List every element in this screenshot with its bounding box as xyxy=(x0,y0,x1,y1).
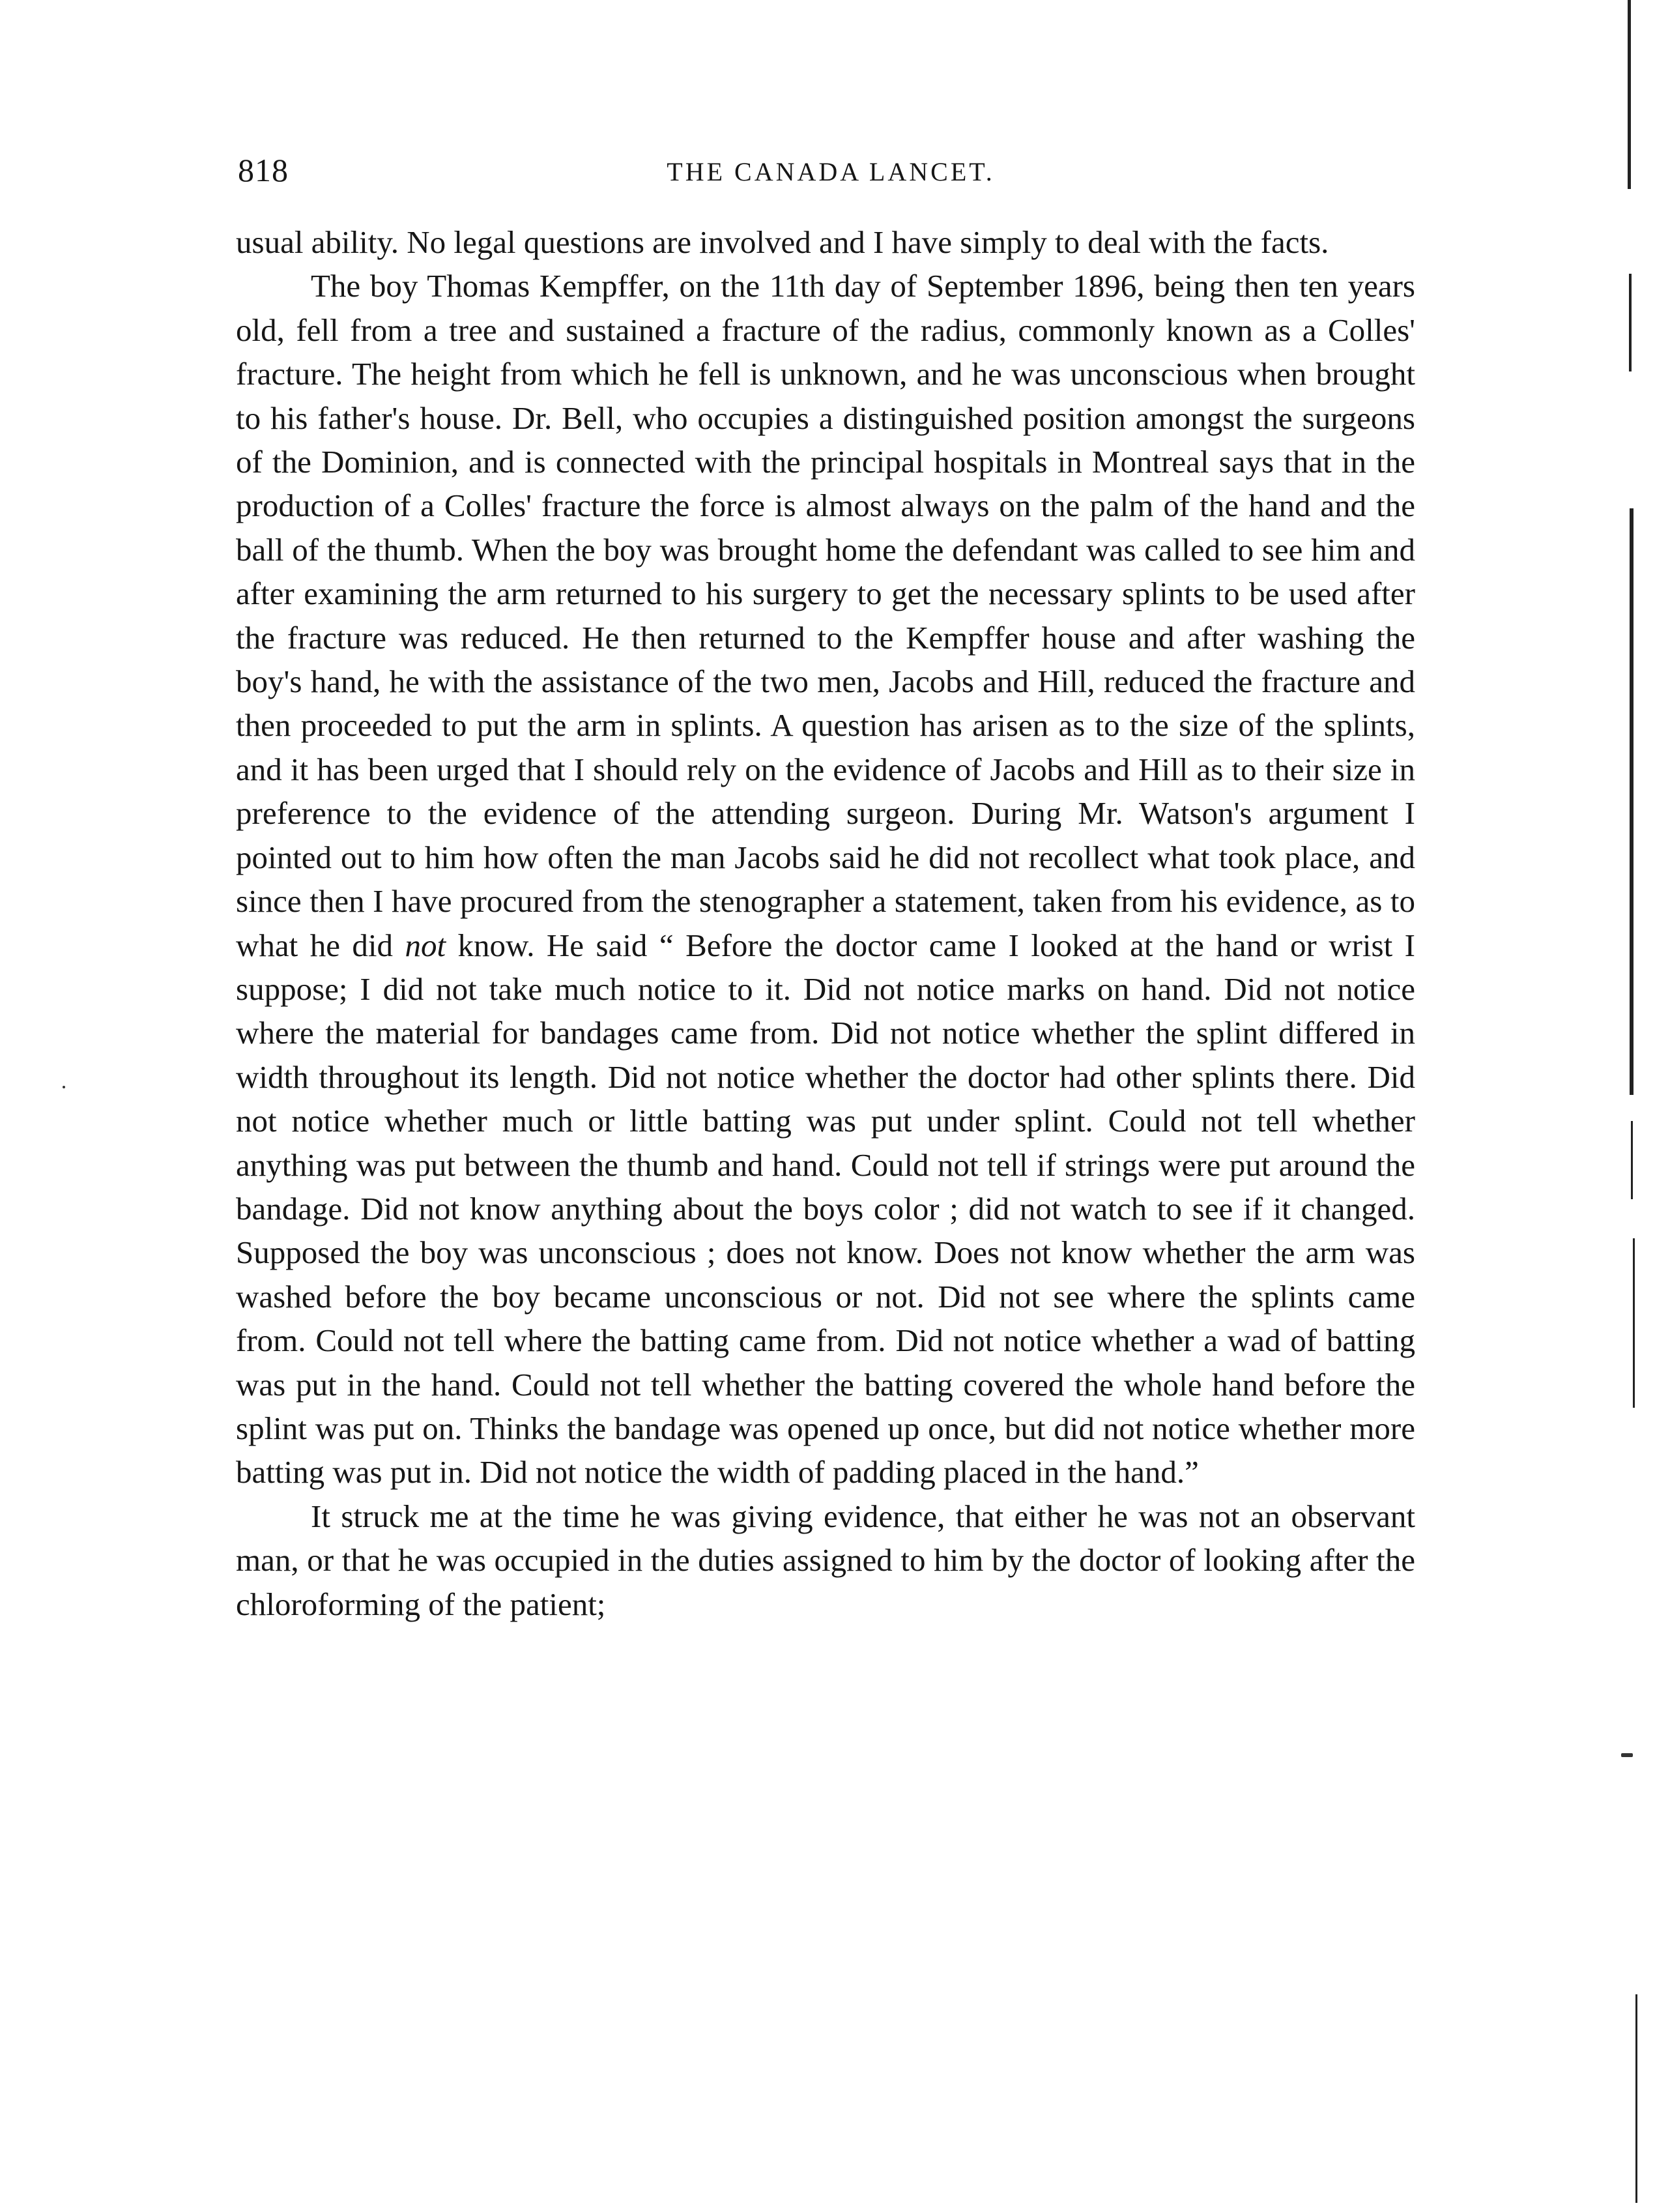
paragraph-text: The boy Thomas Kempffer, on the 11th day of September 1896, being then ten years old, fell from a tree and sustained a fracture of the radius, commonly known as a Colles' fracture. The height from which he fell is unknown, and he was unconscious when brought to his father's house. Dr. Bell, who occupies a distinguished position amongst the surgeons of the Dominion, and is connected with the principal hospitals in Montreal says that in the production of a Colles' fracture the force is almost always on the palm of the hand and the ball of the thumb. When the boy was brought home the defendant was called to see him and after examining the arm returned to his surgery to get the necessary splints to be used after the fracture was reduced. He then returned to the Kempffer house and after washing the boy's hand, he with the assistance of the two men, Jacobs and Hill, reduced the fracture and then proceeded to put the arm in splints. A question has arisen as to the size of the splints, and it has been urged that I should rely on the evidence of Jacobs and Hill as to their size in preference to the evidence of the attending surgeon. During Mr. Watson's argument I pointed out to him how often the man Jacobs said he did not recollect what took place, and since then I have procured from the stenographer a statement, taken from his evidence, as to what he did xyxy=(236,268,1415,963)
paragraph-text: usual ability. No legal questions are involved and I have simply to deal with the facts. xyxy=(236,224,1329,260)
scan-edge-line xyxy=(1630,508,1633,1095)
italic-emphasis: not xyxy=(405,927,446,963)
paragraph-text: know. He said “ Before the doctor came I looked at the hand or wrist I suppose; I did not take much notice to it. Did not notice marks on hand. Did not notice where the material for bandages came from. Did not notice whether the splint differed in width throughout its length. Did not notice whether the doctor had other splints there. Did not notice whether much or little batting was put under splint. Could not tell whether anything was put between the thumb and hand. Could not tell if strings were put around the bandage. Did not know anything about the boys color ; did not watch to see if it changed. Supposed the boy was unconscious ; does not know. Does not know whether the arm was washed before the boy became unconscious or not. Did not see where the splints came from. Could not tell where the batting came from. Did not notice whether a wad of batting was put in the hand. Could not tell whether the batting covered the whole hand before the splint was put on. Thinks the bandage was opened up once, but did not notice whether more batting was put in. Did not notice the width of padding placed in the hand.” xyxy=(236,927,1415,1491)
scan-edge-line xyxy=(1631,1121,1633,1199)
paragraph-closing xyxy=(236,1494,1415,1626)
scan-edge-line xyxy=(1635,1994,1637,2203)
scan-speck xyxy=(1621,1753,1633,1757)
paragraph-testimony xyxy=(236,264,1415,1494)
scan-edge-line xyxy=(1633,1238,1635,1408)
paragraph-continuation xyxy=(236,220,1415,264)
paragraph-text: It struck me at the time he was giving evidence, that either he was not an observant man, or that he was occupied in the duties assigned to him by the doctor of looking after the chloroforming of the patient; xyxy=(236,1498,1415,1622)
scan-edge-line xyxy=(1628,0,1631,189)
article-body xyxy=(236,220,1415,1626)
page-number: 818 xyxy=(238,152,289,188)
running-header xyxy=(238,151,1420,197)
scan-edge-line xyxy=(1629,274,1632,371)
journal-title: THE CANADA LANCET. xyxy=(667,157,995,186)
scan-speck xyxy=(63,1086,65,1088)
